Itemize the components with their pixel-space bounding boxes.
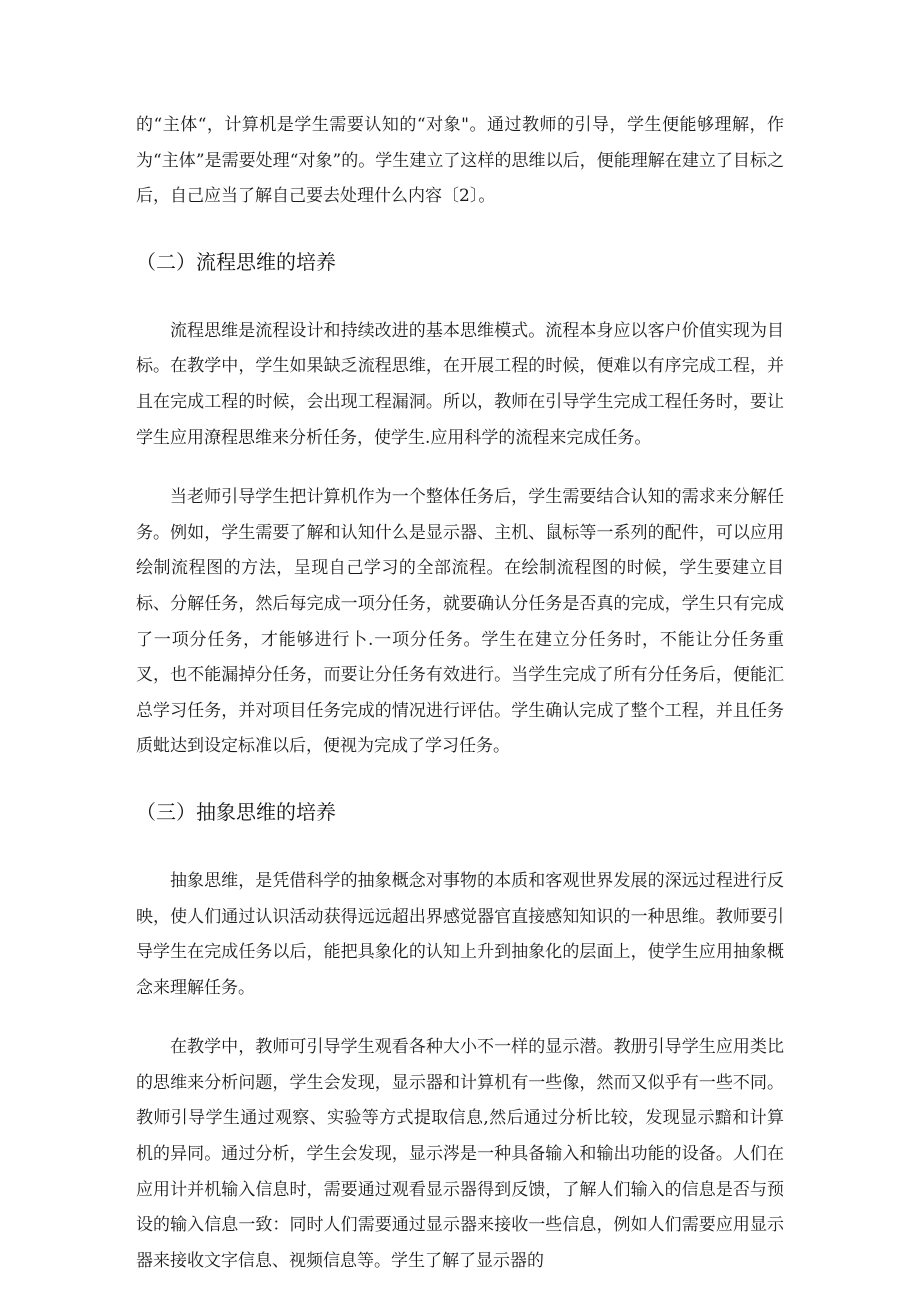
paragraph-process-thinking-intro: 流程思维是流程设计和持续改进的基本思维模式。流程本身应以客户价值实现为目标。在教学中，学生如果缺乏流程思维，在开展工程的时候，便难以有序完成工程，并且在完成工程的时候，会出现工程漏洞。所以，教师在引导学生完成工程任务时，要让学生应用潦程思维来分析任务，使学生.应用科学的流程来完成任务。 [136, 320, 784, 448]
section-heading-abstract-thinking: （三）抽象思维的培养 [136, 799, 336, 824]
paragraph-abstract-thinking-intro: 抽象思维，是凭借科学的抽象概念对事物的本质和客观世界发展的深远过程进行反映，使人们通过认识活动获得远远超出界感觉器官直接感知知识的一种思维。教师要引导学生在完成任务以后，能把具象化的认知上升到抽象化的层面上，使学生应用抽象概念来理解任务。 [136, 870, 784, 998]
paragraph-continued: 的“主体“，计算机是学生需要认知的“对象"。通过教师的引导，学生便能够理解，作为“主体”是需要处理“对象”的。学生建立了这样的思维以后，便能理解在建立了目标之后，自己应当了解自己要去处理什么内容〔2〕。 [136, 115, 784, 207]
section-heading-process-thinking: （二）流程思维的培养 [136, 249, 336, 274]
paragraph-process-thinking-example: 当老师引导学生把计算机作为一个整体任务后，学生需要结合认知的需求来分解任务。例如，学生需要了解和认知什么是显示器、主机、鼠标等一系列的配件，可以应用绘制流程图的方法，呈现自己学习的全部流程。在绘制流程图的时候，学生要建立目标、分解任务，然后每完成一项分任务，就要确认分任务是否真的完成，学生只有完成了一项分任务，才能够进行卜.一项分任务。学生在建立分任务时，不能让分任务重叉，也不能漏掉分任务，而要让分任务有效进行。当学生完成了所有分任务后，便能汇总学习任务，并对项目任务完成的情况进行评估。学生确认完成了整个工程，并且任务质蚍达到设定标准以后，便视为完成了学习任务。 [136, 487, 784, 757]
document-page [136, 108, 784, 1279]
paragraph-abstract-thinking-example: 在教学中，教师可引导学生观看各种大小不一样的显示潜。教册引导学生应用类比的思维来分析问题，学生会发现，显示器和计算机有一些像，然而又似乎有一些不同。教师引导学生通过观察、实验等方式提取信息,然后通过分析比较，发现显示黯和计算机的异同。通过分析，学生会发现，显示涔是一种具备输入和输出功能的设备。人们在应用计并机输入信息时，需要通过观看显示器得到反馈，了解人们输入的信息是否与预设的输入信息一致：同时人们需要通过显示器来接收一些信息，例如人们需要应用显示器来接收文字信息、视频信息等。学生了解了显示器的 [136, 1037, 784, 1271]
